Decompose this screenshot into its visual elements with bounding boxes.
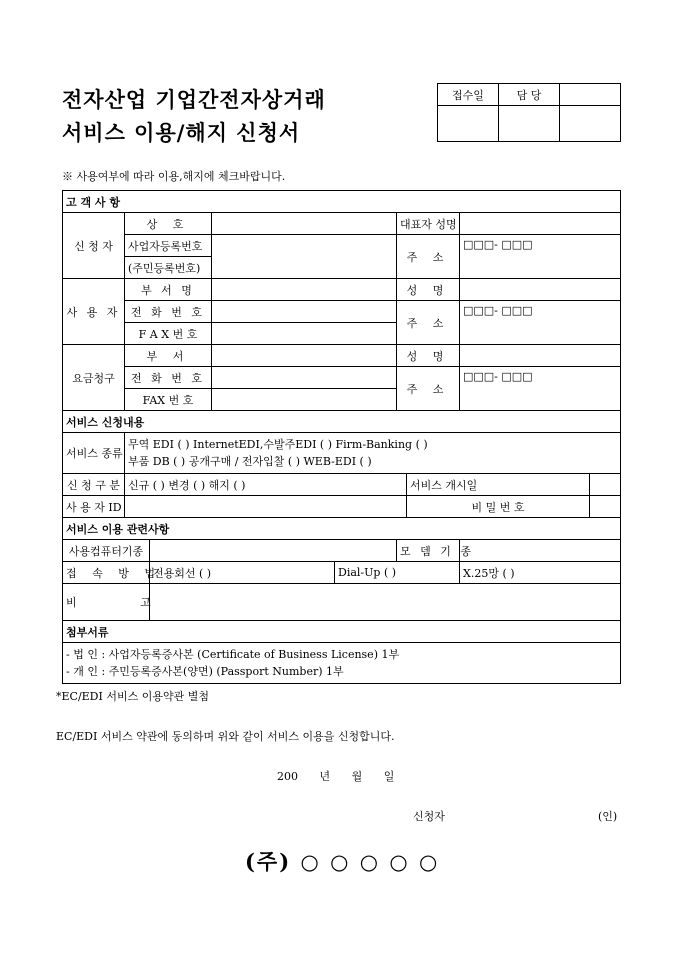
postal-code-boxes: □□□- □□□ <box>463 370 533 383</box>
request-type-options[interactable]: 신규 ( ) 변경 ( ) 해지 ( ) <box>125 474 407 496</box>
received-date-header: 접수일 <box>438 84 499 106</box>
attachments-list <box>63 643 621 684</box>
customer-section-header: 고 객 사 항 <box>63 191 621 213</box>
conn-leased-option[interactable]: 전용회선 ( ) <box>150 562 335 584</box>
start-date-label: 서비스 개시일 <box>407 474 590 496</box>
user-id-field[interactable] <box>125 496 407 518</box>
password-label: 비 밀 번 호 <box>407 496 590 518</box>
billing-department-field[interactable] <box>212 345 397 367</box>
billing-name-label: 성 명 <box>397 345 460 367</box>
agreement-text: EC/EDI 서비스 약관에 동의하며 위와 같이 서비스 이용을 신청합니다. <box>56 730 395 743</box>
service-kind-label: 서비스 종류 <box>63 433 125 474</box>
postal-code-boxes: □□□- □□□ <box>463 304 533 317</box>
conn-x25-option[interactable]: X.25망 ( ) <box>460 562 621 584</box>
applicant-label: 신 청 자 <box>63 213 125 279</box>
user-address-field[interactable] <box>460 301 621 345</box>
billing-name-field[interactable] <box>460 345 621 367</box>
user-fax-field[interactable] <box>212 323 397 345</box>
applicant-sign-label: 신청자 <box>413 810 445 823</box>
received-date-cell[interactable] <box>438 106 499 142</box>
manager-cell[interactable] <box>499 106 560 142</box>
billing-label: 요금청구 <box>63 345 125 411</box>
service-section-header: 서비스 신청내용 <box>63 411 621 433</box>
computer-label: 사용컴퓨터기종 <box>63 540 150 562</box>
user-phone-field[interactable] <box>212 301 397 323</box>
applicant-address-label: 주 소 <box>397 235 460 279</box>
terms-note: *EC/EDI 서비스 이용약관 별첨 <box>56 690 209 703</box>
ceo-name-field[interactable] <box>460 213 621 235</box>
billing-address-field[interactable] <box>460 367 621 411</box>
date-line: 200 년 월 일 <box>277 770 395 783</box>
conn-dialup-option[interactable]: Dial-Up ( ) <box>335 562 460 584</box>
form-title-line2: 서비스 이용/해지 신청서 <box>62 120 301 145</box>
usage-section-header: 서비스 이용 관련사항 <box>63 518 621 540</box>
remarks-label: 비 고 <box>63 584 150 621</box>
billing-phone-field[interactable] <box>212 367 397 389</box>
user-name-label: 성 명 <box>397 279 460 301</box>
billing-phone-label: 전 화 번 호 <box>125 367 212 389</box>
computer-field[interactable] <box>150 540 397 562</box>
user-label: 사 용 자 <box>63 279 125 345</box>
request-type-label: 신 청 구 분 <box>63 474 125 496</box>
biz-number-label: 사업자등록번호 <box>125 235 212 257</box>
form-title-line1: 전자산업 기업간전자상거래 <box>62 87 326 112</box>
user-fax-label: F A X 번 호 <box>125 323 212 345</box>
company-name-label: 상 호 <box>125 213 212 235</box>
billing-fax-field[interactable] <box>212 389 397 411</box>
stamp-blank-header <box>560 84 621 106</box>
connection-label: 접 속 방 법 <box>63 562 150 584</box>
applicant-address-field[interactable] <box>460 235 621 279</box>
service-kind-row1: 무역 EDI ( ) InternetEDI,수발주EDI ( ) Firm-Banking ( ) <box>128 438 428 451</box>
billing-department-label: 부 서 <box>125 345 212 367</box>
resident-number-label: (주민등록번호) <box>125 257 212 279</box>
attachment-corp: - 법 인 : 사업자등록증사본 (Certificate of Business License) 1부 <box>66 648 400 661</box>
modem-field[interactable] <box>460 540 621 562</box>
remarks-field[interactable] <box>150 584 621 621</box>
company-name: (주) ○ ○ ○ ○ ○ <box>245 849 440 874</box>
stamp-blank-cell[interactable] <box>560 106 621 142</box>
postal-code-boxes: □□□- □□□ <box>463 238 533 251</box>
application-table <box>62 190 621 684</box>
modem-label: 모 뎀 기 종 <box>397 540 460 562</box>
service-kind-options[interactable] <box>125 433 621 474</box>
ceo-name-label: 대표자 성명 <box>397 213 460 235</box>
biz-number-field[interactable] <box>212 235 397 279</box>
manager-header: 담 당 <box>499 84 560 106</box>
attachment-personal: - 개 인 : 주민등록증사본(양면) (Passport Number) 1부 <box>66 665 344 678</box>
user-name-field[interactable] <box>460 279 621 301</box>
user-phone-label: 전 화 번 호 <box>125 301 212 323</box>
start-date-field[interactable] <box>590 474 621 496</box>
billing-fax-label: FAX 번 호 <box>125 389 212 411</box>
user-department-field[interactable] <box>212 279 397 301</box>
attachments-section-header: 첨부서류 <box>63 621 621 643</box>
company-name-field[interactable] <box>212 213 397 235</box>
password-field[interactable] <box>590 496 621 518</box>
seal-mark: (인) <box>598 810 618 823</box>
instruction-note: ※ 사용여부에 따라 이용,해지에 체크바랍니다. <box>62 170 286 183</box>
user-address-label: 주 소 <box>397 301 460 345</box>
user-department-label: 부 서 명 <box>125 279 212 301</box>
billing-address-label: 주 소 <box>397 367 460 411</box>
approval-stamp-table <box>437 83 621 142</box>
service-kind-row2: 부품 DB ( ) 공개구매 / 전자입찰 ( ) WEB-EDI ( ) <box>128 455 372 468</box>
user-id-label: 사 용 자 ID <box>63 496 125 518</box>
